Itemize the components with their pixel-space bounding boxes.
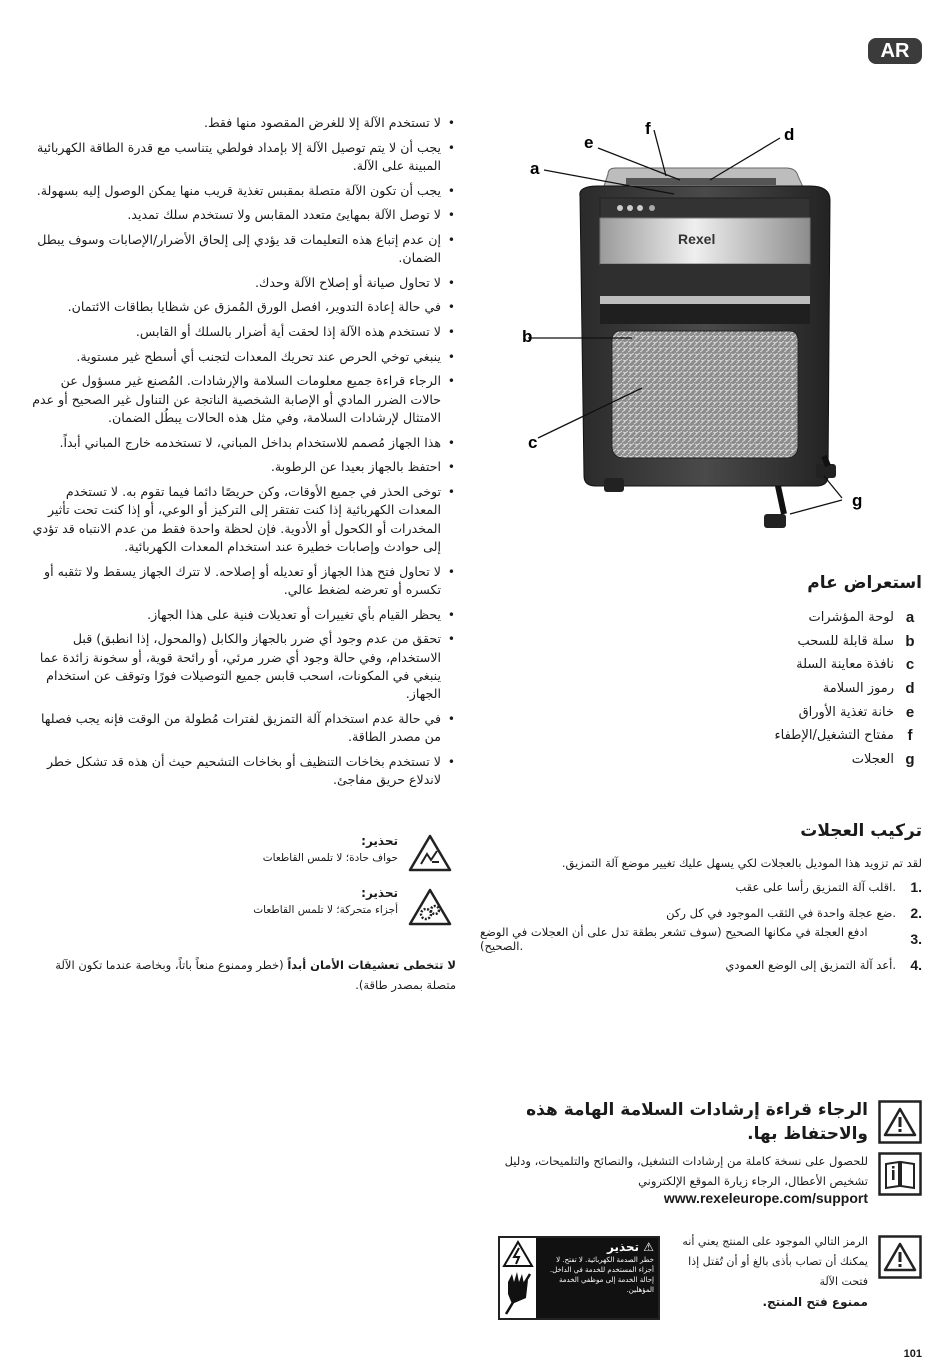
castors-intro: لقد تم تزويد هذا الموديل بالعجلات لكي يسهل عليك تغيير موضع آلة التمزيق. [561, 856, 922, 870]
overview-label: سلة قابلة للسحب [797, 633, 894, 649]
warning-title: تحذير: [361, 886, 398, 900]
safety-bullet: • احتفظ بالجهاز بعيدا عن الرطوبة. [28, 458, 456, 476]
overview-label: نافذة معاينة السلة [796, 657, 894, 673]
support-text-line: للحصول على نسخة كاملة من إرشادات التشغيل، والنصائح والتلميحات، ودليل [504, 1154, 868, 1168]
castors-title: تركيب العجلات [800, 821, 922, 841]
overview-key: a [905, 609, 915, 627]
safety-bullet: • ينبغي توخي الحرص عند تحريك المعدات لتجنب أي أسطح غير مستوية. [28, 348, 456, 366]
symbol-note [668, 1232, 868, 1312]
manual-book-icon [878, 1152, 922, 1200]
castor-wheel [604, 478, 624, 492]
product-warning-label [498, 1236, 660, 1320]
safety-bullet: • إن عدم إتباع هذه التعليمات قد يؤدي إلى إلحاق الأضرار/الإصابات وسوف يبطل الضمان. [28, 231, 456, 268]
paper-feed-slot [626, 178, 776, 185]
step-text: ادفع العجلة في مكانها الصحيح (سوف تشعر بطقة تدل على أن العجلات في الوضع الصحيح). [480, 925, 868, 953]
safety-bullet: • لا توصل الآلة بمهايئ متعدد المقابس ولا تستخدم سلك تمديد. [28, 206, 456, 224]
safety-bullet: • توخى الحذر في جميع الأوقات، وكن حريصًا دائما فيما تقوم به. لا تستخدم المعدات الكهربائية إذا كنت تفتقر إلى التركيز أو الوعي، أو إذا كنت تحت تأثير المخدرات أو الكحول أو الأدوية. فإن لحظة واحدة فقط من عدم الانتباه قد تؤدي إلى حوادث وإصابات خطيرة عند استخدام المعدات الكهربائية. [28, 483, 456, 557]
page-number: 101 [903, 1348, 922, 1360]
overview-label: لوحة المؤشرات [808, 610, 894, 626]
overview-key: e [905, 703, 915, 721]
safety-bullet: • لا تستخدم الآلة إلا للغرض المقصود منها فقط. [28, 114, 456, 132]
safety-bullet: • يحظر القيام بأي تغييرات أو تعديلات فنية على هذا الجهاز. [28, 606, 456, 624]
label-body [536, 1254, 658, 1295]
overview-label: خانة تغذية الأوراق [798, 704, 894, 720]
callout-a: a [530, 159, 540, 178]
step-number: 1. [910, 879, 922, 895]
step-text: ضع عجلة واحدة في الثقب الموجود في كل ركن. [666, 906, 896, 920]
symbol-note-line: يمكنك أن تصاب بأذى بالغ أو أن تُقتل إذا [688, 1255, 868, 1268]
overview-item [700, 677, 922, 701]
warning-triangle-icon [878, 1235, 922, 1283]
overview-key: b [905, 632, 915, 650]
overview-key: c [905, 656, 915, 674]
shredder-illustration [508, 116, 878, 536]
moving-parts-icon [408, 888, 452, 930]
overview-list [700, 606, 922, 771]
step-number: 2. [910, 905, 922, 921]
step-number: 3. [910, 931, 922, 947]
read-instructions-title-line: والاحتفاظ بها. [747, 1124, 868, 1144]
callout-b: b [522, 327, 533, 346]
safety-bullet: • هذا الجهاز مُصمم للاستخدام بداخل المباني، لا تستخدمه خارج المباني أبداً. [28, 434, 456, 452]
electric-shock-icon [500, 1238, 536, 1318]
castor-step [480, 926, 922, 952]
callout-f: f [645, 119, 651, 138]
safety-bullet: • في حالة إعادة التدوير، افصل الورق المُمزق عن شظايا بطاقات الائتمان. [28, 298, 456, 316]
overview-item [700, 700, 922, 724]
safety-bullet: • يجب أن تكون الآلة متصلة بمقبس تغذية قريب منها يمكن الوصول إليه بسهولة. [28, 182, 456, 200]
overview-item [700, 724, 922, 748]
safety-bullet: • الرجاء قراءة جميع معلومات السلامة والإرشادات. المُصنع غير مسؤول عن حالات الضرر المادي أو الإصابة الشخصية الناتجة عن التناول غير الصحيح أو عدم الامتثال لإرشادات السلامة، وفي مثل هذه الحالات يبطُل الضمان. [28, 372, 456, 427]
safety-bullet: • لا تحاول صيانة أو إصلاح الآلة وحدك. [28, 274, 456, 292]
bin-window [612, 331, 798, 458]
language-badge: AR [868, 38, 922, 64]
castor-step [480, 900, 922, 926]
interlock-note-bold: لا تتخطى تعشيقات الأمان أبداً [287, 958, 456, 972]
warning-title: تحذير: [361, 834, 398, 848]
symbol-note-line: فتحت الآلة [819, 1275, 868, 1288]
label-line: المؤهلين. [626, 1286, 654, 1294]
overview-label: مفتاح التشغيل/الإطفاء [774, 728, 894, 744]
callout-d: d [784, 125, 795, 144]
label-title-text: تحذير [606, 1240, 640, 1254]
safety-bullet: • يجب أن لا يتم توصيل الآلة إلا بإمداد فولطي يتناسب مع قدرة الطاقة الكهربائية المبينة على الآلة. [28, 139, 456, 176]
interlock-note-text: (خطر وممنوع منعاً باتاً، وبخاصة عندما تكون الآلة متصلة بمصدر طاقة). [55, 958, 456, 992]
support-text-line: تشخيص الأعطال، الرجاء زيارة الموقع الإلكتروني [638, 1174, 868, 1188]
safety-instructions-list [28, 114, 456, 796]
callout-g: g [852, 491, 863, 510]
support-text [448, 1151, 868, 1191]
read-instructions-title-line: الرجاء قراءة إرشادات السلامة الهامة هذه [526, 1100, 868, 1120]
overview-item [700, 630, 922, 654]
overview-title: استعراض عام [807, 573, 922, 593]
overview-key: g [905, 750, 915, 768]
support-url-link[interactable]: www.rexeleurope.com/support [663, 1190, 868, 1206]
warning-sign-icon: ⚠ [643, 1240, 654, 1254]
label-line: أجزاء المستخدم للخدمة في الداخل. [549, 1266, 654, 1274]
step-number: 4. [910, 957, 922, 973]
read-instructions-title [448, 1098, 868, 1146]
warning-triangle-icon [878, 1100, 922, 1148]
warning-text: أجزاء متحركة؛ لا تلمس القاطعات [253, 904, 398, 916]
label-line: خطر الصدمة الكهربائية. لا تفتح. لا [556, 1256, 654, 1264]
callout-c: c [528, 433, 538, 452]
safety-bullet: • لا تستخدم هذه الآلة إذا لحقت أية أضرار بالسلك أو القابس. [28, 323, 456, 341]
safety-bullet: • لا تستخدم بخاخات التنظيف أو بخاخات التشحيم حيث أن هذه قد تشكل خطر لاندلاع حريق مفاجئ. [28, 753, 456, 790]
symbol-note-bold: ممنوع فتح المنتج. [762, 1295, 868, 1309]
castor-step [480, 952, 922, 978]
overview-label: العجلات [851, 751, 894, 767]
overview-key: d [905, 680, 915, 698]
safety-bullet: • في حالة عدم استخدام آلة التمزيق لفترات مُطولة من الوقت فإنه يجب فصلها من مصدر الطاقة. [28, 710, 456, 747]
safety-bullet: • لا تحاول فتح هذا الجهاز أو تعديله أو إصلاحه. لا تترك الجهاز يسقط ولا تثقبه أو تكسره أو تعرضه لضغط عالي. [28, 563, 456, 600]
callout-e: e [584, 133, 594, 152]
overview-item [700, 748, 922, 772]
castor-wheel [764, 514, 786, 528]
step-text: اقلب آلة التمزيق رأسا على عقب. [735, 880, 896, 894]
brand-logo: Rexel [678, 231, 716, 247]
sharp-edges-icon [408, 834, 452, 876]
label-text-area [536, 1238, 658, 1318]
overview-item [700, 653, 922, 677]
label-line: إحالة الخدمة إلى موظفي الخدمة [559, 1276, 654, 1284]
overview-item [700, 606, 922, 630]
safety-bullet: • تحقق من عدم وجود أي ضرر بالجهاز والكابل (والمحول، إذا انطبق) قبل الاستخدام، وفي حالة وجود أي ضرر مرئي، أو رائحة قوية، أو سخونة زائدة عما ينبغي في المكونات، اسحب قابس جميع التوصيلات فورًا وتوقف عن استخدام الجهاز. [28, 630, 456, 704]
overview-label: رموز السلامة [822, 681, 894, 697]
warning-text: حواف حادة؛ لا تلمس القاطعات [262, 852, 398, 864]
castor-step [480, 874, 922, 900]
label-title [536, 1238, 658, 1254]
symbol-note-line: الرمز التالي الموجود على المنتج يعني أنه [682, 1235, 868, 1248]
castors-steps [480, 874, 922, 978]
step-text: أعد آلة التمزيق إلى الوضع العمودي. [725, 958, 896, 972]
interlock-note [28, 955, 456, 995]
overview-key: f [907, 727, 913, 745]
